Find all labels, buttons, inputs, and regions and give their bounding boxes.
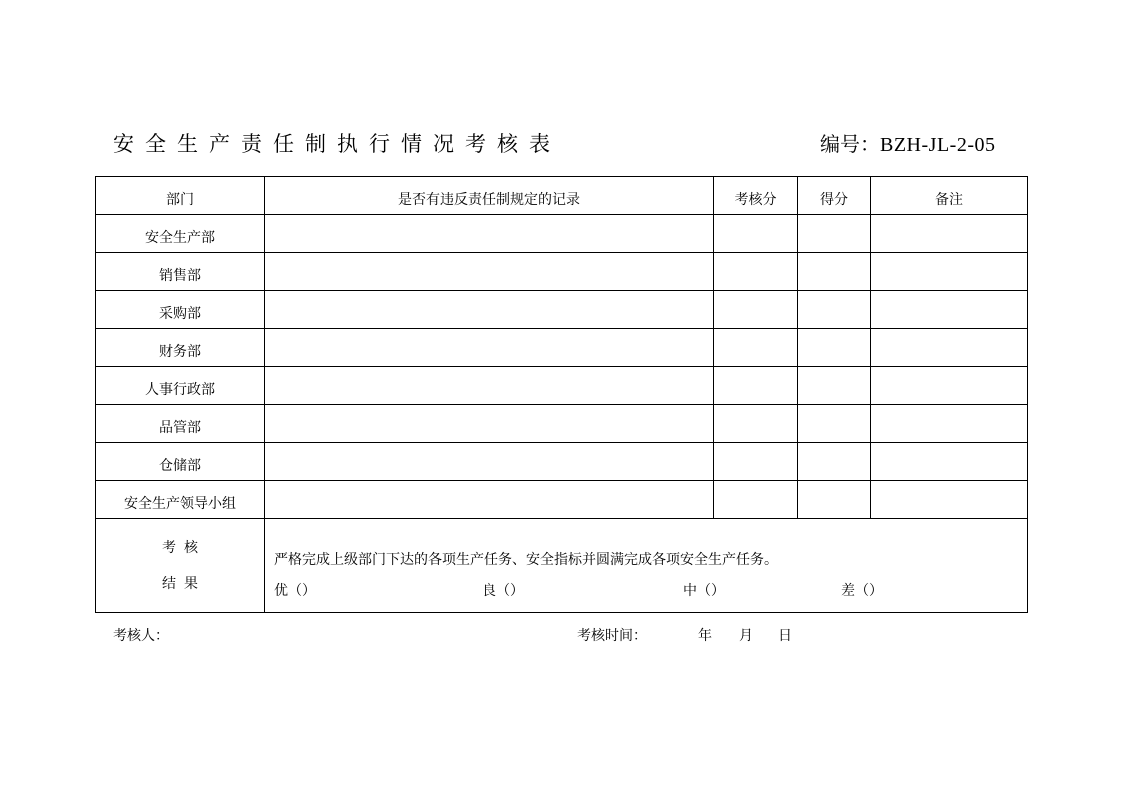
department-cell: 采购部: [96, 291, 265, 329]
remarks-cell[interactable]: [871, 253, 1028, 291]
record-cell[interactable]: [265, 443, 714, 481]
score-cell[interactable]: [798, 481, 871, 519]
record-cell[interactable]: [265, 405, 714, 443]
score-cell[interactable]: [798, 443, 871, 481]
column-header-assessment-score: 考核分: [714, 177, 798, 215]
department-cell: 财务部: [96, 329, 265, 367]
score-cell[interactable]: [798, 215, 871, 253]
grade-poor[interactable]: 差（）: [841, 583, 883, 599]
remarks-cell[interactable]: [871, 291, 1028, 329]
result-description: 严格完成上级部门下达的各项生产任务、安全指标并圆满完成各项安全生产任务。: [274, 552, 778, 568]
remarks-cell[interactable]: [871, 215, 1028, 253]
score-cell[interactable]: [798, 405, 871, 443]
assessment-score-cell[interactable]: [714, 443, 798, 481]
record-cell[interactable]: [265, 329, 714, 367]
remarks-cell[interactable]: [871, 481, 1028, 519]
assessor-label: 考核人：: [113, 628, 169, 644]
department-cell: 安全生产领导小组: [96, 481, 265, 519]
record-cell[interactable]: [265, 367, 714, 405]
score-cell[interactable]: [798, 329, 871, 367]
result-label-line2: 结果: [162, 575, 206, 592]
assessment-score-cell[interactable]: [714, 329, 798, 367]
grade-good[interactable]: 良（）: [482, 583, 524, 599]
table-row: [96, 253, 1028, 291]
result-label: [96, 519, 265, 613]
page-title: 安全生产责任制执行情况考核表: [113, 132, 561, 156]
grade-excellent[interactable]: 优（）: [274, 583, 316, 599]
result-content: [265, 519, 1028, 613]
department-cell: 仓储部: [96, 443, 265, 481]
form-code-value: BZH-JL-2-05: [880, 134, 996, 156]
assessment-score-cell[interactable]: [714, 481, 798, 519]
department-cell: 销售部: [96, 253, 265, 291]
day-label: 日: [778, 628, 792, 644]
table-row: [96, 215, 1028, 253]
record-cell[interactable]: [265, 481, 714, 519]
column-header-score: 得分: [798, 177, 871, 215]
table-row: [96, 443, 1028, 481]
table-row: [96, 329, 1028, 367]
table-row: [96, 367, 1028, 405]
table-row: [96, 291, 1028, 329]
remarks-cell[interactable]: [871, 405, 1028, 443]
assessment-score-cell[interactable]: [714, 367, 798, 405]
assessment-score-cell[interactable]: [714, 215, 798, 253]
grade-average[interactable]: 中（）: [683, 583, 725, 599]
table-header-row: [96, 177, 1028, 215]
remarks-cell[interactable]: [871, 367, 1028, 405]
record-cell[interactable]: [265, 291, 714, 329]
assessment-score-cell[interactable]: [714, 253, 798, 291]
form-code-label: 编号：: [820, 132, 880, 156]
form-code: [820, 130, 995, 159]
department-cell: 人事行政部: [96, 367, 265, 405]
result-row: [96, 519, 1028, 613]
department-cell: 品管部: [96, 405, 265, 443]
assessment-score-cell[interactable]: [714, 405, 798, 443]
score-cell[interactable]: [798, 253, 871, 291]
department-cell: 安全生产部: [96, 215, 265, 253]
remarks-cell[interactable]: [871, 329, 1028, 367]
result-label-line1: 考核: [162, 539, 206, 556]
month-label: 月: [739, 628, 753, 644]
record-cell[interactable]: [265, 253, 714, 291]
table-row: [96, 405, 1028, 443]
assessment-time-label: 考核时间：: [577, 628, 647, 644]
score-cell[interactable]: [798, 367, 871, 405]
column-header-department: 部门: [96, 177, 265, 215]
year-label: 年: [698, 628, 712, 644]
column-header-record: 是否有违反责任制规定的记录: [265, 177, 714, 215]
column-header-remarks: 备注: [871, 177, 1028, 215]
assessment-table: [95, 176, 1028, 613]
assessment-score-cell[interactable]: [714, 291, 798, 329]
record-cell[interactable]: [265, 215, 714, 253]
score-cell[interactable]: [798, 291, 871, 329]
remarks-cell[interactable]: [871, 443, 1028, 481]
table-row: [96, 481, 1028, 519]
